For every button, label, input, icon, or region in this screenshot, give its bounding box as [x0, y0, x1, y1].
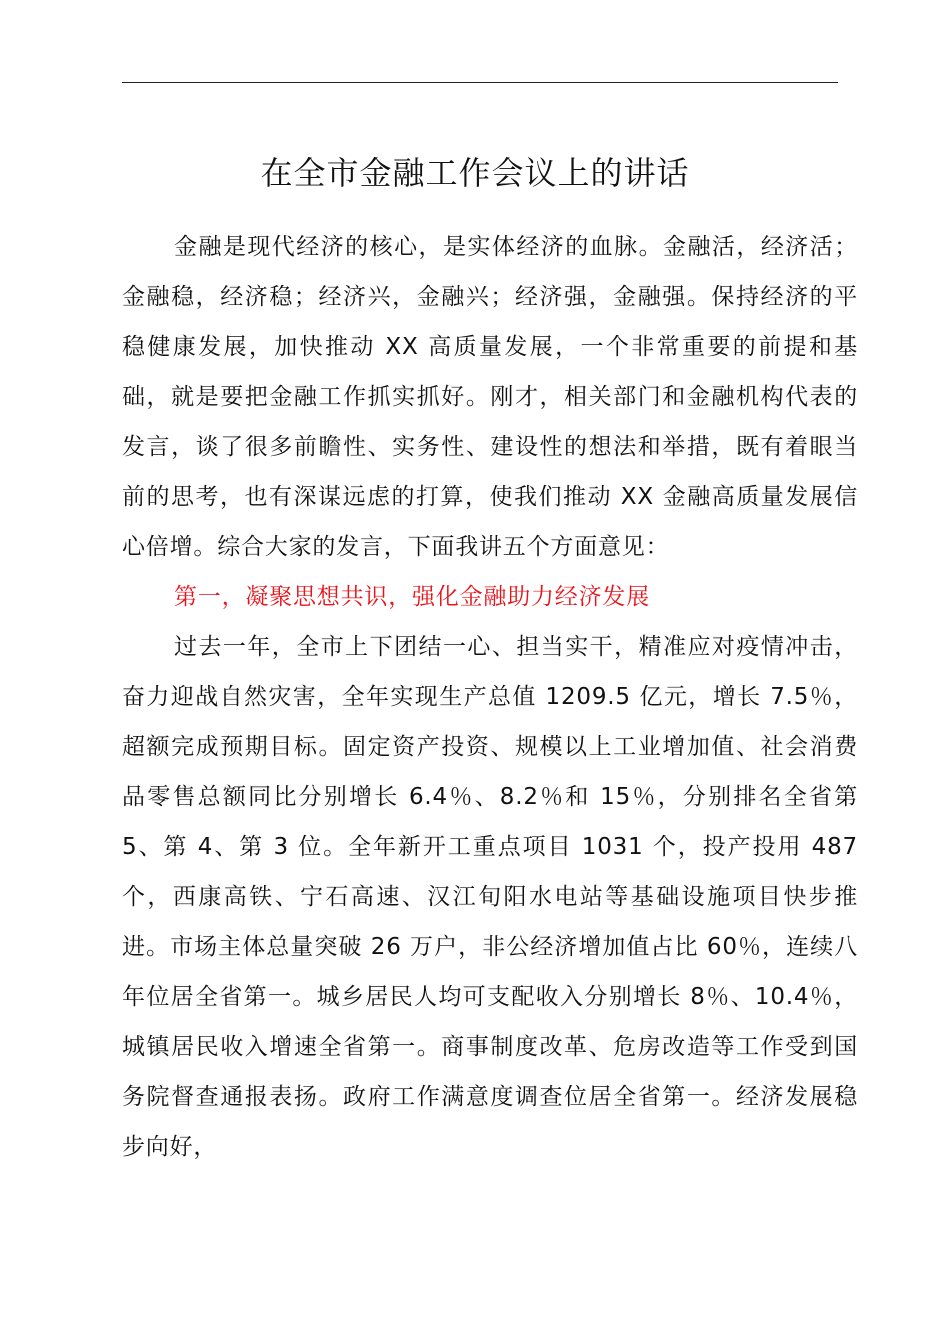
section-paragraph: 过去一年，全市上下团结一心、担当实干，精准应对疫情冲击，奋力迎战自然灾害，全年实现生产总值 1209.5 亿元，增长 7.5％，超额完成预期目标。固定资产投资、规模以上工业增加值、社会消费品零售总额同比分别增长 6.4％、8.2％和 15％，分别排名全省第 5、第 4、第 3 位。全年新开工重点项目 1031 个，投产投用 487 个，西康高铁、宁石高速、汉江旬阳水电站等基础设施项目快步推进。市场主体总量突破 26 万户，非公经济增加值占比 60％，连续八年位居全省第一。城乡居民人均可支配收入分别增长 8％、10.4％，城镇居民收入增速全省第一。商事制度改革、危房改造等工作受到国务院督查通报表扬。政府工作满意度调查位居全省第一。经济发展稳步向好， [122, 634, 858, 1160]
document-body [122, 222, 858, 1172]
intro-paragraph: 金融是现代经济的核心，是实体经济的血脉。金融活，经济活；金融稳，经济稳；经济兴，金融兴；经济强，金融强。保持经济的平稳健康发展，加快推动 XX 高质量发展，一个非常重要的前提和基础，就是要把金融工作抓实抓好。刚才，相关部门和金融机构代表的发言，谈了很多前瞻性、实务性、建设性的想法和举措，既有着眼当前的思考，也有深谋远虑的打算，使我们推动 XX 金融高质量发展信心倍增。综合大家的发言，下面我讲五个方面意见： [122, 234, 858, 560]
document-title: 在全市金融工作会议上的讲话 [260, 154, 690, 192]
section-heading: 第一，凝聚思想共识，强化金融助力经济发展 [174, 584, 650, 610]
header-rule [122, 82, 838, 83]
